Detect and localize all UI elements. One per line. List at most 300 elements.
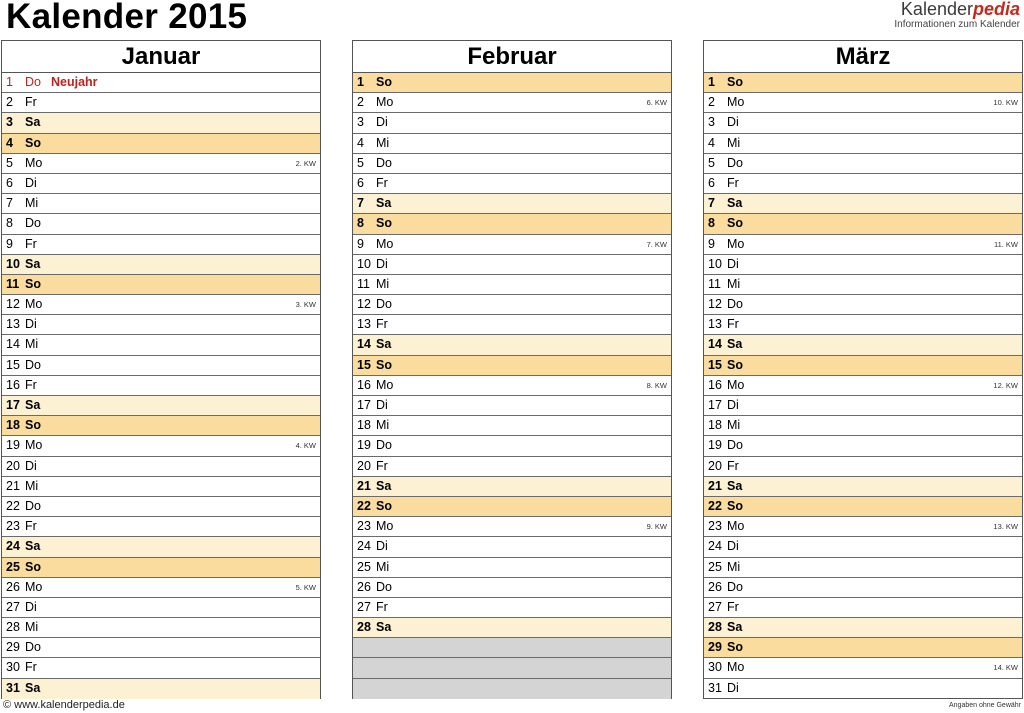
- weekday: Di: [727, 256, 739, 271]
- day-number: 24: [708, 539, 722, 554]
- day-number: 8: [357, 216, 364, 231]
- day-number: 11: [6, 276, 20, 291]
- day-number: 19: [708, 438, 722, 453]
- weekday: Di: [25, 317, 37, 332]
- weekday: Mo: [727, 236, 745, 251]
- copyright-footer: © www.kalenderpedia.de: [3, 699, 125, 711]
- brand-wordmark: Kalenderpedia: [900, 0, 1020, 19]
- month-column-february: [352, 40, 672, 699]
- day-row: [704, 598, 1022, 618]
- day-row: [704, 618, 1022, 638]
- weekday: Sa: [727, 620, 743, 635]
- week-number: 12. KW: [993, 380, 1018, 390]
- day-number: 13: [6, 317, 20, 332]
- day-row: [2, 598, 320, 618]
- day-row: [704, 537, 1022, 557]
- day-number: 5: [357, 155, 364, 170]
- day-number: 12: [708, 297, 722, 312]
- weekday: Mo: [727, 377, 745, 392]
- month-header: Januar: [2, 41, 320, 73]
- weekday: Mi: [727, 135, 741, 150]
- day-row: [353, 416, 671, 436]
- weekday: Di: [376, 256, 388, 271]
- day-row: [2, 255, 320, 275]
- day-row: [704, 396, 1022, 416]
- day-row: [704, 376, 1022, 396]
- weekday: Mo: [727, 95, 745, 110]
- day-number: 13: [708, 317, 722, 332]
- day-row: [353, 295, 671, 315]
- day-number: 5: [708, 155, 715, 170]
- day-row: [353, 275, 671, 295]
- weekday: Mi: [25, 620, 39, 635]
- day-number: 23: [6, 519, 20, 534]
- day-row: [2, 113, 320, 133]
- day-number: 27: [6, 599, 20, 614]
- weekday: Di: [25, 599, 37, 614]
- weekday: Sa: [376, 478, 392, 493]
- weekday: Do: [727, 579, 743, 594]
- day-number: 8: [6, 216, 13, 231]
- day-row: [353, 537, 671, 557]
- weekday: Do: [727, 155, 743, 170]
- weekday: Di: [727, 115, 739, 130]
- day-row: [704, 214, 1022, 234]
- day-row: [704, 457, 1022, 477]
- weekday: Sa: [727, 337, 743, 352]
- day-row: [353, 558, 671, 578]
- day-number: 22: [6, 498, 20, 513]
- week-number: 14. KW: [993, 663, 1018, 673]
- weekday: Mo: [25, 297, 43, 312]
- weekday: Di: [376, 115, 388, 130]
- weekday: Do: [727, 297, 743, 312]
- weekday: Di: [727, 398, 739, 412]
- day-number: 9: [708, 236, 715, 251]
- day-row: [704, 558, 1022, 578]
- weekday: So: [25, 135, 41, 150]
- day-number: 25: [6, 559, 20, 574]
- weekday: Mo: [25, 579, 43, 594]
- weekday: Mo: [25, 155, 43, 170]
- day-number: 4: [6, 135, 13, 150]
- day-row: [2, 578, 320, 598]
- day-row: [353, 396, 671, 416]
- week-number: 2. KW: [295, 158, 316, 168]
- day-number: 1: [357, 75, 364, 89]
- day-number: 23: [357, 519, 371, 534]
- weekday: Mi: [25, 337, 39, 352]
- day-number: 12: [6, 297, 20, 312]
- day-row: [2, 436, 320, 456]
- day-number: 30: [708, 660, 722, 675]
- weekday: Di: [727, 539, 739, 554]
- weekday: Mo: [376, 236, 394, 251]
- weekday: Sa: [25, 680, 41, 695]
- day-number: 4: [708, 135, 715, 150]
- day-row: [2, 396, 320, 416]
- day-number: 19: [357, 438, 371, 453]
- day-row: [2, 194, 320, 214]
- day-number: 27: [708, 599, 722, 614]
- day-number: 25: [708, 559, 722, 574]
- day-row: [353, 113, 671, 133]
- day-number: 6: [6, 175, 13, 190]
- day-row: [2, 558, 320, 578]
- day-row: [2, 638, 320, 658]
- week-number: 13. KW: [993, 522, 1018, 532]
- weekday: So: [376, 216, 392, 231]
- month-column-january: [1, 40, 321, 699]
- day-row: [704, 113, 1022, 133]
- weekday: So: [25, 559, 41, 574]
- day-row: [353, 315, 671, 335]
- weekday: Fr: [376, 599, 388, 614]
- day-number: 14: [357, 337, 371, 352]
- day-number: 10: [708, 256, 722, 271]
- weekday: Mo: [376, 519, 394, 534]
- weekday: Mi: [376, 418, 390, 433]
- day-number: 3: [357, 115, 364, 130]
- day-number: 6: [357, 175, 364, 190]
- day-row: [353, 376, 671, 396]
- day-row: [2, 295, 320, 315]
- day-number: 11: [708, 276, 721, 291]
- day-row: [2, 477, 320, 497]
- weekday: So: [376, 75, 392, 89]
- day-row: [704, 194, 1022, 214]
- day-row: [704, 497, 1022, 517]
- weekday: Mo: [376, 95, 394, 110]
- day-number: 28: [357, 620, 371, 635]
- week-number: 10. KW: [993, 98, 1018, 108]
- day-row: [353, 578, 671, 598]
- weekday: Sa: [376, 620, 392, 635]
- weekday: Mi: [376, 135, 390, 150]
- weekday: Sa: [25, 539, 41, 554]
- day-number: 28: [708, 620, 722, 635]
- day-number: 27: [357, 599, 371, 614]
- weekday: Fr: [25, 236, 37, 251]
- day-row: [704, 517, 1022, 537]
- holiday-label: Neujahr: [51, 75, 98, 89]
- day-row: [2, 93, 320, 113]
- day-number: 7: [6, 196, 13, 211]
- day-row: [704, 174, 1022, 194]
- weekday: Mi: [727, 559, 741, 574]
- day-number: 24: [6, 539, 20, 554]
- day-row: [704, 658, 1022, 678]
- day-number: 31: [6, 680, 20, 695]
- day-row: [704, 477, 1022, 497]
- weekday: Mi: [376, 559, 390, 574]
- day-number: 5: [6, 155, 13, 170]
- empty-day-row: [353, 679, 671, 699]
- day-row: [353, 477, 671, 497]
- weekday: Do: [25, 216, 41, 231]
- day-number: 19: [6, 438, 20, 453]
- day-row: [704, 134, 1022, 154]
- day-row: [704, 638, 1022, 658]
- day-number: 22: [708, 498, 722, 513]
- day-number: 24: [357, 539, 371, 554]
- day-row: [353, 214, 671, 234]
- weekday: Sa: [727, 478, 743, 493]
- weekday: Mi: [25, 196, 39, 211]
- day-row: [2, 174, 320, 194]
- day-row: [353, 436, 671, 456]
- week-number: 5. KW: [295, 582, 316, 592]
- day-row: [704, 416, 1022, 436]
- weekday: So: [25, 418, 41, 433]
- day-row: [353, 194, 671, 214]
- day-number: 29: [708, 640, 722, 655]
- day-row: [2, 275, 320, 295]
- day-row: [704, 679, 1022, 699]
- weekday: Fr: [25, 519, 37, 534]
- weekday: Do: [25, 498, 41, 513]
- week-number: 6. KW: [646, 98, 667, 108]
- day-row: [2, 356, 320, 376]
- day-row: [704, 315, 1022, 335]
- day-number: 15: [357, 357, 371, 372]
- day-row: [2, 517, 320, 537]
- day-number: 29: [6, 640, 20, 655]
- day-number: 4: [357, 135, 364, 150]
- day-number: 2: [357, 95, 364, 110]
- day-row: [2, 679, 320, 699]
- weekday: Fr: [25, 95, 37, 110]
- day-row: [704, 436, 1022, 456]
- week-number: 4. KW: [295, 441, 316, 451]
- month-column-march: [703, 40, 1023, 699]
- day-row: [704, 578, 1022, 598]
- day-number: 2: [6, 95, 13, 110]
- day-number: 2: [708, 95, 715, 110]
- day-list: [2, 73, 320, 699]
- month-header: März: [704, 41, 1022, 73]
- day-number: 16: [708, 377, 722, 392]
- day-row: [353, 335, 671, 355]
- weekday: So: [727, 498, 743, 513]
- weekday: So: [25, 276, 41, 291]
- weekday: So: [376, 357, 392, 372]
- day-number: 9: [357, 236, 364, 251]
- weekday: So: [727, 357, 743, 372]
- weekday: Fr: [376, 175, 388, 190]
- day-number: 17: [357, 398, 371, 412]
- week-number: 8. KW: [646, 380, 667, 390]
- weekday: Sa: [376, 337, 392, 352]
- day-row: [704, 335, 1022, 355]
- weekday: Di: [376, 398, 388, 412]
- weekday: Mo: [727, 660, 745, 675]
- day-row: [353, 154, 671, 174]
- weekday: Fr: [727, 599, 739, 614]
- brand-logo: [894, 0, 1020, 30]
- weekday: So: [727, 640, 743, 655]
- empty-day-row: [353, 658, 671, 678]
- weekday: Di: [727, 680, 739, 695]
- day-number: 9: [6, 236, 13, 251]
- week-number: 9. KW: [646, 522, 667, 532]
- day-number: 10: [357, 256, 371, 271]
- day-number: 17: [708, 398, 722, 412]
- day-row: [2, 376, 320, 396]
- weekday: Fr: [376, 317, 388, 332]
- day-number: 11: [357, 276, 370, 291]
- day-number: 21: [357, 478, 371, 493]
- day-row: [353, 93, 671, 113]
- day-number: 26: [6, 579, 20, 594]
- day-list: [353, 73, 671, 699]
- day-number: 17: [6, 398, 20, 412]
- day-row: [353, 598, 671, 618]
- weekday: So: [727, 75, 743, 89]
- day-number: 14: [6, 337, 20, 352]
- day-number: 15: [6, 357, 20, 372]
- day-row: [704, 255, 1022, 275]
- day-number: 21: [708, 478, 722, 493]
- day-row: [704, 93, 1022, 113]
- weekday: Do: [25, 75, 41, 89]
- week-number: 7. KW: [646, 239, 667, 249]
- day-row: [353, 517, 671, 537]
- weekday: Di: [25, 458, 37, 473]
- day-row: [2, 658, 320, 678]
- empty-day-row: [353, 638, 671, 658]
- weekday: Fr: [25, 660, 37, 675]
- day-number: 18: [708, 418, 722, 433]
- day-number: 14: [708, 337, 722, 352]
- day-row: [353, 457, 671, 477]
- day-number: 3: [708, 115, 715, 130]
- day-number: 25: [357, 559, 371, 574]
- day-row: [2, 154, 320, 174]
- day-row: [2, 315, 320, 335]
- day-row: [2, 235, 320, 255]
- day-number: 26: [357, 579, 371, 594]
- day-row: [704, 356, 1022, 376]
- day-number: 15: [708, 357, 722, 372]
- day-number: 13: [357, 317, 371, 332]
- day-row: [2, 416, 320, 436]
- day-number: 3: [6, 115, 13, 130]
- weekday: Sa: [25, 256, 41, 271]
- day-number: 28: [6, 620, 20, 635]
- day-number: 7: [708, 196, 715, 211]
- weekday: Di: [376, 539, 388, 554]
- day-row: [353, 134, 671, 154]
- weekday: Fr: [727, 317, 739, 332]
- day-number: 18: [357, 418, 371, 433]
- week-number: 3. KW: [295, 300, 316, 310]
- calendar-title: Kalender 2015: [6, 0, 248, 36]
- weekday: Sa: [25, 115, 41, 130]
- day-number: 1: [708, 75, 715, 89]
- day-number: 6: [708, 175, 715, 190]
- day-row: [2, 618, 320, 638]
- weekday: Mo: [376, 377, 394, 392]
- day-row: [353, 235, 671, 255]
- day-number: 31: [708, 680, 722, 695]
- disclaimer-footer: Angaben ohne Gewähr: [949, 702, 1021, 709]
- day-row: [704, 154, 1022, 174]
- day-number: 22: [357, 498, 371, 513]
- day-number: 1: [6, 75, 13, 89]
- day-row: [704, 235, 1022, 255]
- weekday: Do: [376, 297, 392, 312]
- weekday: Sa: [727, 196, 743, 211]
- weekday: Fr: [727, 175, 739, 190]
- day-row: [704, 295, 1022, 315]
- weekday: Do: [376, 155, 392, 170]
- day-number: 20: [6, 458, 20, 473]
- day-row: [704, 73, 1022, 93]
- brand-tagline: Informationen zum Kalender: [894, 19, 1020, 30]
- weekday: Mi: [376, 276, 390, 291]
- weekday: Mi: [727, 276, 741, 291]
- weekday: Fr: [727, 458, 739, 473]
- month-header: Februar: [353, 41, 671, 73]
- day-row: [353, 255, 671, 275]
- day-number: 8: [708, 216, 715, 231]
- day-row: [353, 73, 671, 93]
- weekday: Fr: [25, 377, 37, 392]
- weekday: Sa: [25, 398, 41, 412]
- weekday: Sa: [376, 196, 392, 211]
- weekday: Do: [376, 438, 392, 453]
- weekday: Do: [727, 438, 743, 453]
- day-row: [2, 73, 320, 93]
- weekday: Do: [376, 579, 392, 594]
- day-row: [353, 497, 671, 517]
- weekday: Mi: [727, 418, 741, 433]
- day-row: [2, 497, 320, 517]
- day-row: [353, 356, 671, 376]
- day-row: [2, 134, 320, 154]
- weekday: Mo: [25, 438, 43, 453]
- weekday: Do: [25, 357, 41, 372]
- day-row: [704, 275, 1022, 295]
- day-number: 10: [6, 256, 20, 271]
- day-number: 30: [6, 660, 20, 675]
- day-number: 20: [357, 458, 371, 473]
- week-number: 11. KW: [993, 239, 1018, 249]
- day-number: 7: [357, 196, 364, 211]
- weekday: Mo: [727, 519, 745, 534]
- day-number: 26: [708, 579, 722, 594]
- day-number: 20: [708, 458, 722, 473]
- weekday: Mi: [25, 478, 39, 493]
- day-number: 16: [357, 377, 371, 392]
- day-row: [2, 214, 320, 234]
- day-list: [704, 73, 1022, 699]
- weekday: So: [376, 498, 392, 513]
- weekday: Di: [25, 175, 37, 190]
- day-row: [353, 174, 671, 194]
- weekday: Fr: [376, 458, 388, 473]
- day-number: 21: [6, 478, 20, 493]
- day-row: [353, 618, 671, 638]
- day-number: 18: [6, 418, 20, 433]
- day-number: 12: [357, 297, 371, 312]
- day-row: [2, 335, 320, 355]
- day-row: [2, 457, 320, 477]
- weekday: Do: [25, 640, 41, 655]
- day-number: 16: [6, 377, 20, 392]
- day-number: 23: [708, 519, 722, 534]
